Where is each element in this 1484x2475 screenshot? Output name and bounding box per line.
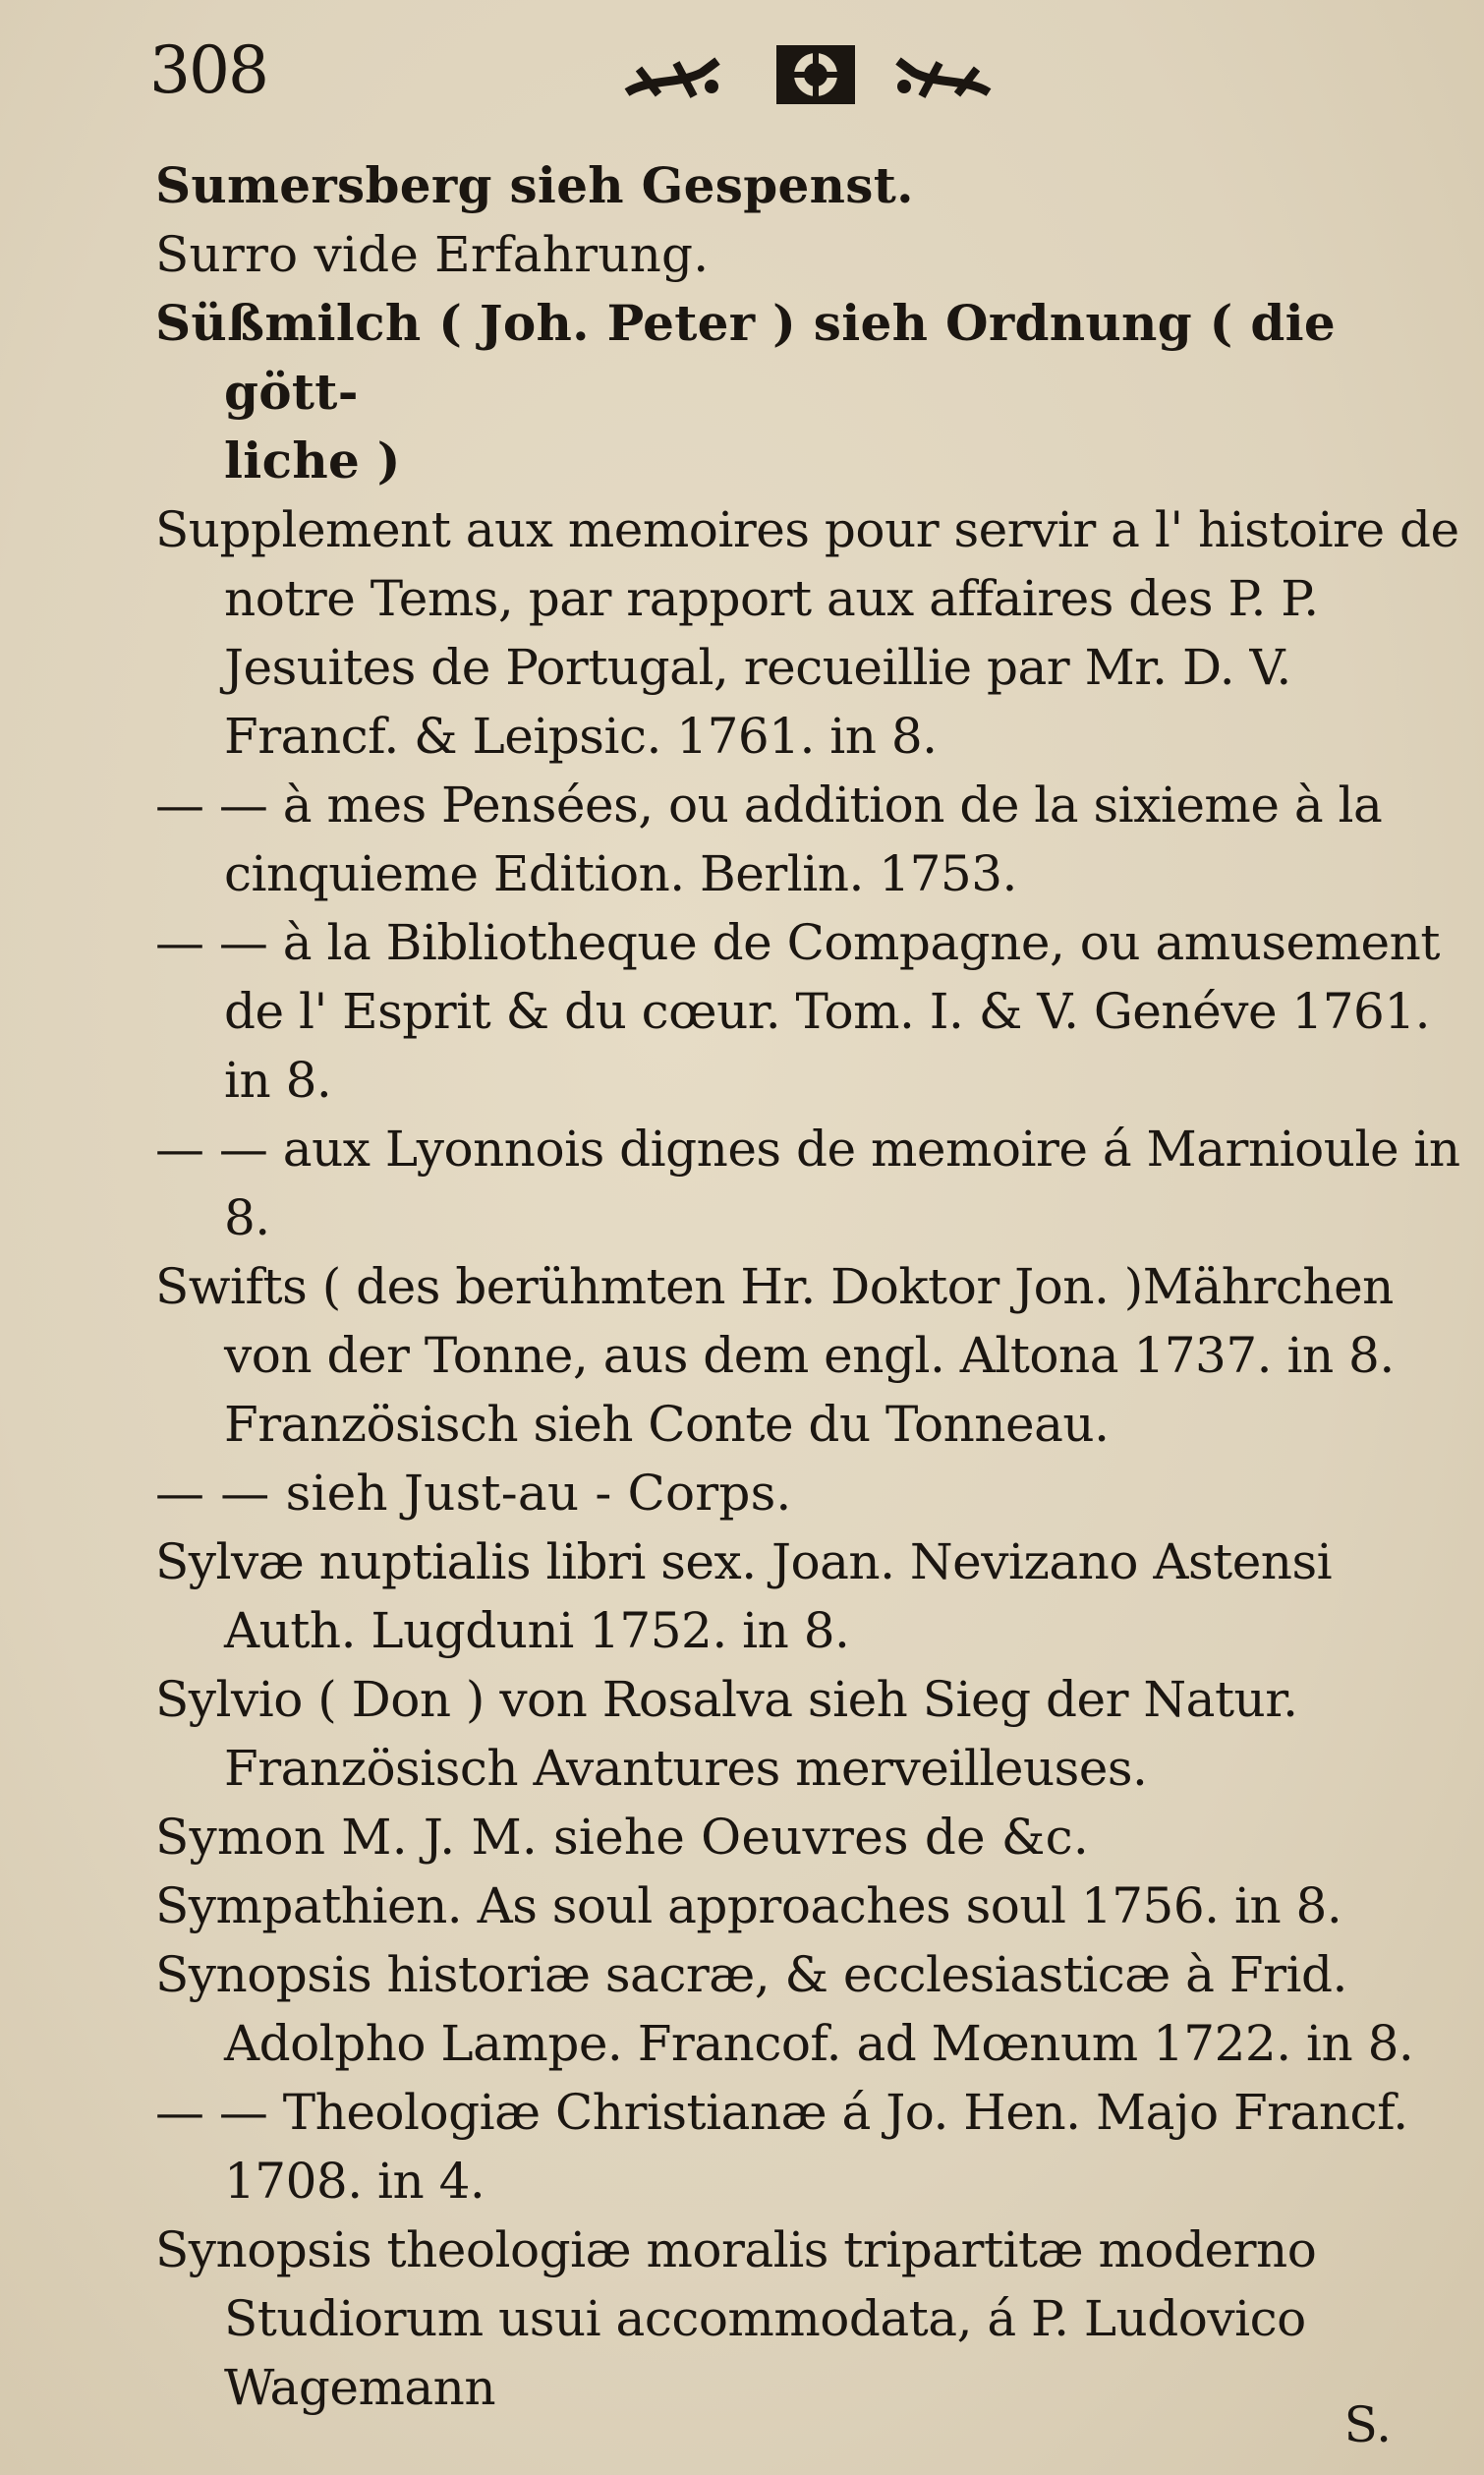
index-entry: Süßmilch ( Joh. Peter ) sieh Ordnung ( die gött- liche ) [155, 294, 1337, 489]
index-entry: Surro vide Erfahrung. [155, 226, 710, 283]
index-entry: — — à mes Pensées, ou addition de la sixieme à la cinquieme Edition. Berlin. 1753. [155, 777, 1383, 902]
index-entry: Sympathien. As soul approaches soul 1756. in 8. [155, 1877, 1342, 1934]
index-entry: Swifts ( des berühmten Hr. Doktor Jon. )Mährchen von der Tonne, aus dem engl. Altona 1737. in 8. Französisch sieh Conte du Tonneau. [155, 1258, 1395, 1453]
index-entry: — — sieh Just-au - Corps. [155, 1465, 792, 1522]
index-entries [155, 151, 1472, 2422]
catchword: S. [1343, 2396, 1392, 2453]
index-entry: — — à la Bibliotheque de Compagne, ou amusement de l' Esprit & du cœur. Tom. I. & V. Genéve 1761. in 8. [155, 914, 1440, 1109]
index-entry: Sylvio ( Don ) von Rosalva sieh Sieg der Natur. Französisch Avantures merveilleuses. [155, 1671, 1298, 1797]
index-entry: Synopsis theologiæ moralis tripartitæ moderno Studiorum usui accommodata, á P. Ludovico Wagemann [155, 2221, 1317, 2416]
index-entry: Sumersberg sieh Gespenst. [155, 156, 914, 214]
flourish-left-ornament [619, 39, 729, 110]
index-entry: Sylvæ nuptialis libri sex. Joan. Nevizano Astensi Auth. Lugduni 1752. in 8. [155, 1533, 1333, 1659]
flourish-right-ornament [886, 39, 997, 110]
index-entry: Supplement aux memoires pour servir a l' histoire de notre Tems, par rapport aux affaires des P. P. Jesuites de Portugal, recueillie par Mr. D. V. Francf. & Leipsic. 1761. in 8. [155, 501, 1459, 765]
index-entry: — — aux Lyonnois dignes de memoire á Marnioule in 8. [155, 1121, 1460, 1246]
index-entry: Symon M. J. M. siehe Oeuvres de &c. [155, 1809, 1089, 1866]
page-number: 308 [149, 32, 267, 108]
index-entry: — — Theologiæ Christianæ á Jo. Hen. Majo Francf. 1708. in 4. [155, 2084, 1408, 2210]
flower-ornament [771, 39, 861, 110]
index-entry: Synopsis historiæ sacræ, & ecclesiasticæ à Frid. Adolpho Lampe. Francof. ad Mœnum 1722. in 8. [155, 1946, 1414, 2072]
page-header [0, 26, 1484, 134]
